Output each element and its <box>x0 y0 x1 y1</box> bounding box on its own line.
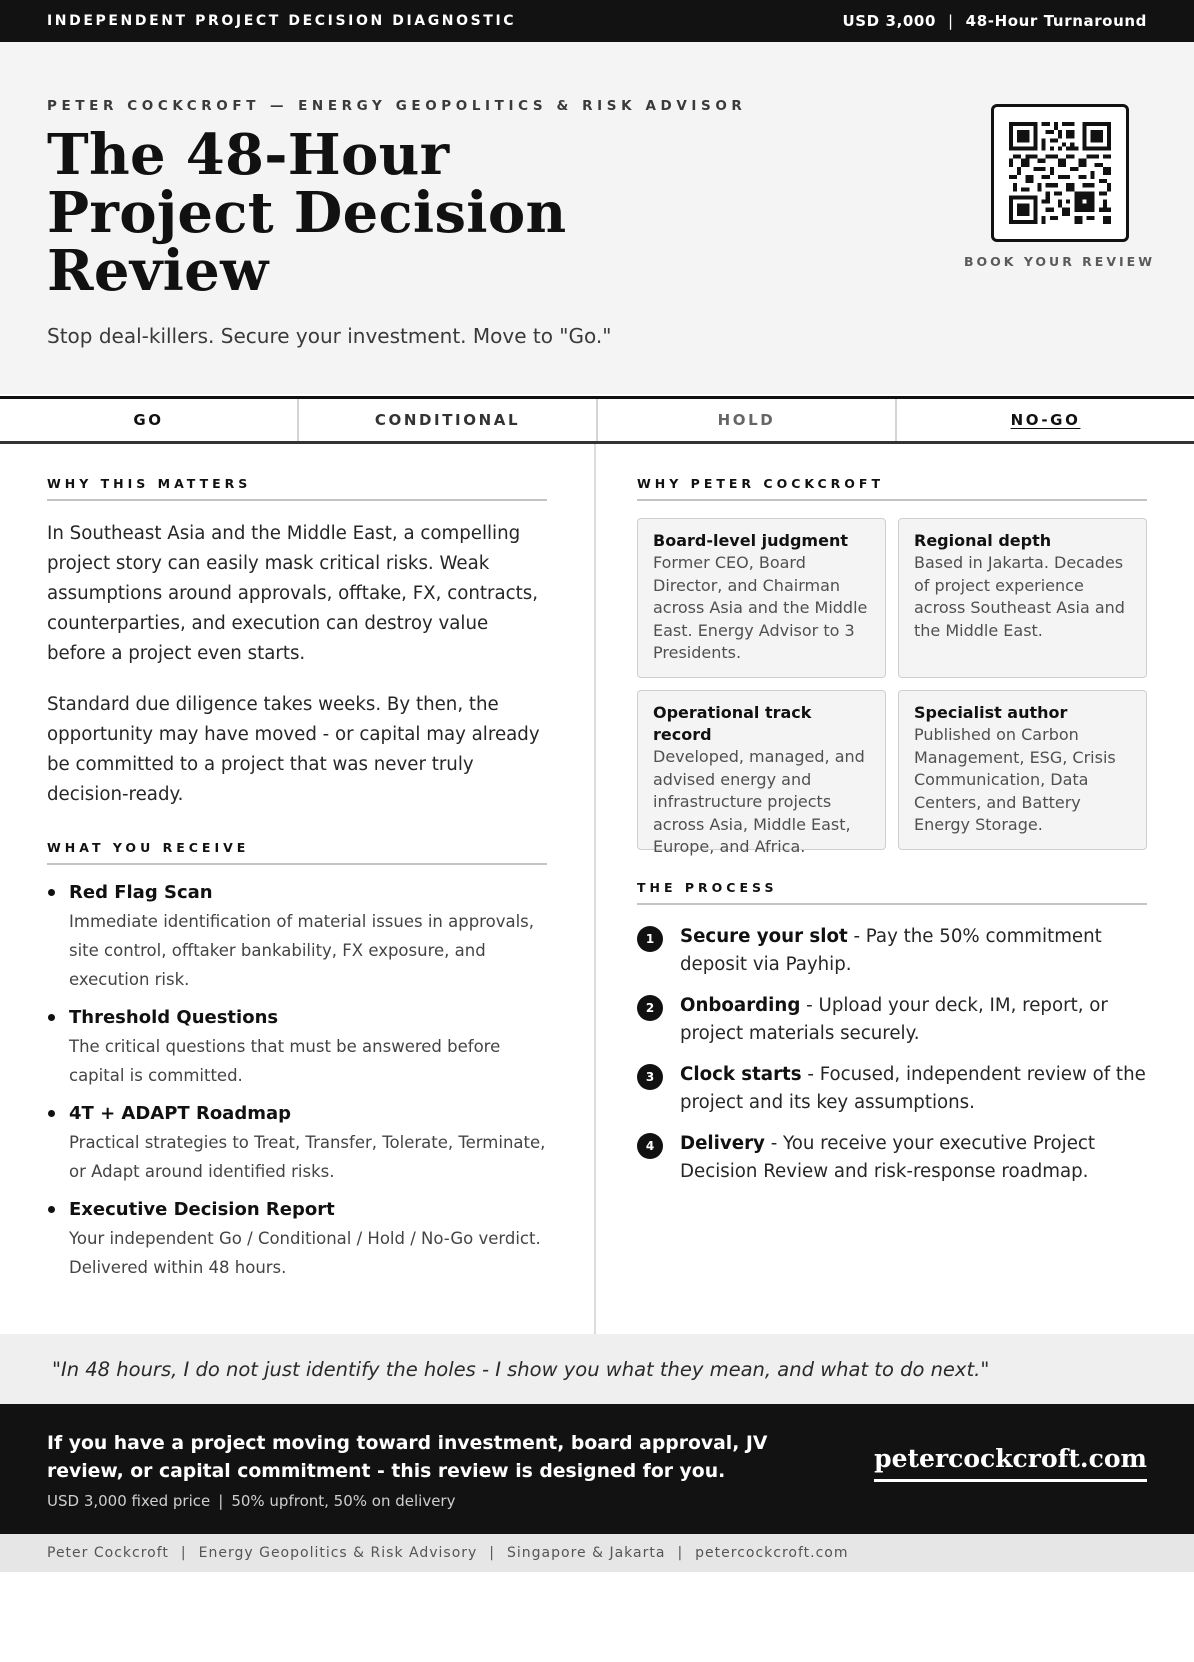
footer-location: Singapore & Jakarta <box>507 1545 666 1561</box>
topbar-separator: | <box>948 12 954 30</box>
step-title: Delivery <box>680 1133 765 1154</box>
footer-name: Peter Cockcroft <box>47 1545 169 1561</box>
credential-card-desc: Published on Carbon Management, ESG, Crisis Communication, Data Centers, and Battery Energy Storage. <box>914 725 1116 834</box>
author-name: PETER COCKCROFT <box>47 98 260 114</box>
kicker-dash: — <box>270 98 289 114</box>
step-number-icon: 1 <box>637 926 663 952</box>
right-column <box>596 444 1194 1334</box>
topbar-price: USD 3,000 <box>842 12 937 30</box>
receive-item <box>47 881 547 994</box>
verdict-go: GO <box>0 399 299 441</box>
step-number-icon: 4 <box>637 1133 663 1159</box>
step-title: Onboarding <box>680 995 801 1016</box>
cta-separator: | <box>218 1492 224 1510</box>
footer-website[interactable]: petercockcroft.com <box>695 1545 849 1561</box>
author-role: ENERGY GEOPOLITICS & RISK ADVISOR <box>298 98 747 114</box>
credential-card <box>637 518 886 678</box>
hero-section <box>0 42 1194 394</box>
why-matters-heading: WHY THIS MATTERS <box>47 476 547 501</box>
receive-item-title: Executive Decision Report <box>69 1199 335 1220</box>
footer <box>0 1534 1194 1572</box>
receive-item-title: Threshold Questions <box>69 1007 279 1028</box>
receive-item-title: Red Flag Scan <box>69 882 213 903</box>
bullet-icon <box>48 889 55 896</box>
qr-booking[interactable] <box>964 104 1155 269</box>
credential-card <box>898 518 1147 678</box>
topbar-tagline: INDEPENDENT PROJECT DECISION DIAGNOSTIC <box>47 13 517 29</box>
credential-card-desc: Based in Jakarta. Decades of project experience across Southeast Asia and the Middle East. <box>914 553 1125 640</box>
qr-code-icon[interactable] <box>991 104 1129 242</box>
credential-card-title: Specialist author <box>914 703 1068 722</box>
verdict-strip <box>0 396 1194 444</box>
receive-item-desc: Immediate identification of material issues in approvals, site control, offtaker bankability, FX exposure, and execution risk. <box>69 912 534 989</box>
top-bar <box>0 0 1194 42</box>
website-link[interactable]: petercockcroft.com <box>874 1444 1147 1482</box>
receive-item <box>47 1198 547 1282</box>
bullet-icon <box>48 1014 55 1021</box>
testimonial-quote: "In 48 hours, I do not just identify the holes - I show you what they mean, and what to do next." <box>0 1334 1194 1404</box>
credential-card-desc: Former CEO, Board Director, and Chairman across Asia and the Middle East. Energy Advisor to 3 Presidents. <box>653 553 868 662</box>
topbar-turnaround: 48-Hour Turnaround <box>965 12 1147 30</box>
page-title <box>47 122 647 304</box>
main-content <box>0 444 1194 1334</box>
receive-item-title: 4T + ADAPT Roadmap <box>69 1103 292 1124</box>
qr-label[interactable]: BOOK YOUR REVIEW <box>964 254 1155 269</box>
credential-card <box>898 690 1147 850</box>
verdict-hold: HOLD <box>598 399 897 441</box>
why-matters-paragraph: Standard due diligence takes weeks. By then, the opportunity may have moved - or capital may already be committed to a project that was never truly decision-ready. <box>47 694 540 805</box>
qr-code-graphic <box>1009 122 1111 224</box>
cta-terms <box>47 1492 1147 1510</box>
bullet-icon <box>48 1206 55 1213</box>
credential-card-title: Operational track record <box>653 703 812 744</box>
topbar-offer <box>843 12 1148 30</box>
credential-card-title: Board-level judgment <box>653 531 848 550</box>
step-number-icon: 3 <box>637 1064 663 1090</box>
step-title: Secure your slot <box>680 926 848 947</box>
process-step <box>637 923 1147 978</box>
step-text <box>680 992 1147 1047</box>
left-column <box>0 444 596 1334</box>
footer-separator: | <box>180 1545 187 1561</box>
footer-separator: | <box>489 1545 496 1561</box>
verdict-conditional: CONDITIONAL <box>299 399 598 441</box>
bullet-icon <box>48 1110 55 1117</box>
verdict-no-go: NO-GO <box>1010 411 1081 429</box>
step-desc: - You receive your executive Project Decision Review and risk-response roadmap. <box>680 1133 1096 1182</box>
process-step <box>637 1130 1147 1185</box>
process-steps <box>637 923 1147 1185</box>
process-step <box>637 992 1147 1047</box>
footer-practice: Energy Geopolitics & Risk Advisory <box>198 1545 478 1561</box>
footer-separator: | <box>677 1545 684 1561</box>
credential-card-desc: Developed, managed, and advised energy and infrastructure projects across Asia, Middle East, Europe, and Africa. <box>653 747 865 856</box>
process-step <box>637 1061 1147 1116</box>
cta-payment: 50% upfront, 50% on delivery <box>231 1492 456 1510</box>
step-desc: - Pay the 50% commitment deposit via Payhip. <box>680 926 1102 975</box>
credential-card-title: Regional depth <box>914 531 1052 550</box>
step-title: Clock starts <box>680 1064 802 1085</box>
receive-item-desc: Your independent Go / Conditional / Hold / No-Go verdict. Delivered within 48 hours. <box>69 1229 541 1277</box>
receive-heading: WHAT YOU RECEIVE <box>47 840 547 865</box>
cta-price: USD 3,000 fixed price <box>47 1492 211 1510</box>
cta-headline: If you have a project moving toward investment, board approval, JV review, or capital commitment - this review is designed for you. <box>47 1433 768 1482</box>
receive-item <box>47 1102 547 1186</box>
credential-cards <box>637 518 1147 856</box>
step-text <box>680 923 1147 978</box>
step-number-icon: 2 <box>637 995 663 1021</box>
title-line-1: The 48-Hour <box>47 122 450 188</box>
cta-section <box>0 1404 1194 1534</box>
why-matters-paragraph: In Southeast Asia and the Middle East, a compelling project story can easily mask critical risks. Weak assumptions around approvals, offtake, FX, contracts, counterparties, and execution can destroy value before a project even starts. <box>47 523 538 664</box>
receive-item-desc: The critical questions that must be answered before capital is committed. <box>69 1037 501 1085</box>
step-text <box>680 1061 1147 1116</box>
receive-item-desc: Practical strategies to Treat, Transfer, Tolerate, Terminate, or Adapt around identified risks. <box>69 1133 546 1181</box>
title-line-2: Project Decision <box>47 180 567 246</box>
step-text <box>680 1130 1147 1185</box>
why-peter-heading: WHY PETER COCKCROFT <box>637 476 1147 501</box>
step-desc: - Upload your deck, IM, report, or project materials securely. <box>680 995 1108 1044</box>
step-desc: - Focused, independent review of the project and its key assumptions. <box>680 1064 1146 1113</box>
page-subtitle: Stop deal-killers. Secure your investment. Move to "Go." <box>47 324 612 348</box>
process-heading: THE PROCESS <box>637 880 1147 905</box>
receive-item <box>47 1006 547 1090</box>
title-line-3: Review <box>47 238 269 304</box>
credential-card <box>637 690 886 856</box>
receive-list <box>47 881 547 1282</box>
